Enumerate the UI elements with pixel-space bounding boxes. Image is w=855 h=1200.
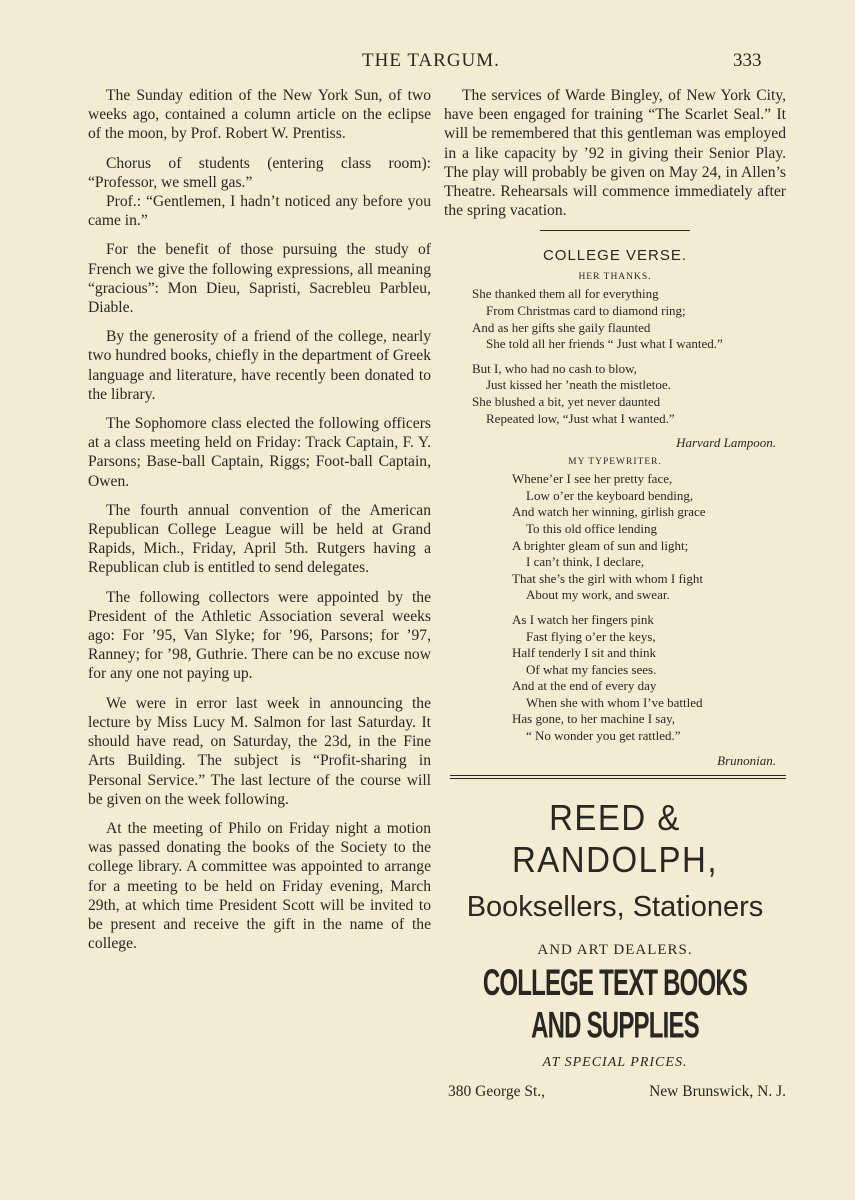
paragraph-prof-reply: Prof.: “Gentlemen, I hadn’t noticed any before you came in.” [88,193,431,230]
ad-prices: AT SPECIAL PRICES. [542,1054,688,1070]
left-column [88,86,431,963]
poem-line: Has gone, to her machine I say, [512,711,676,727]
paragraph-french-expressions: For the benefit of those pursuing the study of French we give the following expressions, all meaning “gracious”: Mon Dieu, Sapristi, Sacrebleu Parbleu, Diable. [88,241,431,317]
poem-stanza [512,471,786,604]
poem-line: Repeated low, “Just what I wanted.” [486,410,675,426]
paragraph-lecture-correction: We were in error last week in announcing the lecture by Miss Lucy M. Salmon for last Saturday. It should have read, on Saturday, the 23d, in the Fine Arts Building. The subject is “Profit-sharing in Personal Service.” The last lecture of the course will be given on the week following. [88,694,431,808]
poem-line: And as her gifts she gaily flaunted [472,319,651,335]
poem-title-my-typewriter: MY TYPEWRITER. [568,457,662,468]
poem-line: About my work, and swear. [526,587,670,603]
poem-line: Of what my fancies sees. [526,661,657,677]
poem-line: Fast flying o’er the keys, [526,628,656,644]
poem-line: “ No wonder you get rattled.” [526,728,681,744]
poem-line: She told all her friends “ Just what I wanted.” [486,336,723,352]
college-verse-heading: COLLEGE VERSE. [542,247,688,265]
paragraph-sophomore-officers: The Sophomore class elected the following officers at a class meeting held on Friday: Track Captain, F. Y. Parsons; Base-ball Captain, Riggs; Foot-ball Captain, Owen. [88,415,431,490]
poem-line: A brighter gleam of sun and light; [512,537,689,553]
poem-line: But I, who had no cash to blow, [472,360,637,376]
paragraph-student-chorus: Chorus of students (entering class room): “Professor, we smell gas.” [88,154,431,191]
poem-stanza [472,361,786,427]
poem-line: As I watch her fingers pink [512,611,654,627]
paragraph-republican-convention: The fourth annual convention of the American Republican College League will be held at Grand Rapids, Mich., Friday, April 5th. Rutgers having a Republican club is entitled to send delegates. [88,501,431,577]
poem-line: Whene’er I see her pretty face, [512,471,673,487]
ad-dealers: AND ART DEALERS. [537,941,693,958]
poem-line: Half tenderly I sit and think [512,645,657,661]
ad-trade: Booksellers, Stationers [466,890,764,923]
bookseller-advertisement [444,796,786,1105]
paragraph-philo-meeting: At the meeting of Philo on Friday night a motion was passed donating the books of the Society to the college library. A committee was appointed to arrange for a meeting to be held on Friday evening, March 29th, at which time President Scott will be invited to be present and receive the gift in the name of the college. [88,819,431,953]
poem-line: From Christmas card to diamond ring; [486,303,686,319]
poem-line: I can’t think, I declare, [526,554,645,570]
ad-city: New Brunswick, N. J. [649,1082,786,1100]
poem-line: That she’s the girl with whom I fight [512,570,704,586]
paragraph-library-donation: By the generosity of a friend of the college, nearly two hundred books, chiefly in the department of Greek language and literature, have recently been donated to the library. [88,328,431,403]
poem-line: When she with whom I’ve battled [526,694,703,710]
poem-line: And watch her winning, girlish grace [512,504,706,520]
poem-source-brunonian: Brunonian. [717,752,776,768]
page-title: THE TARGUM. [362,50,500,71]
ad-street-address: 380 George St., [448,1082,546,1100]
right-column [444,86,786,1105]
ad-address [444,1083,786,1105]
poem-title-her-thanks: HER THANKS. [578,272,652,283]
section-divider [540,230,690,231]
ad-supplies: COLLEGE TEXT BOOKS AND SUPPLIES [482,962,748,1046]
paragraph-eclipse-article: The Sunday edition of the New York Sun, of two weeks ago, contained a column article on the eclipse of the moon, by Prof. Robert W. Prentiss. [88,87,431,143]
poem-stanza [512,612,786,745]
poem-line: She thanked them all for everything [472,286,659,302]
page-number: 333 [733,50,762,71]
poem-source-harvard-lampoon: Harvard Lampoon. [676,435,776,451]
poem-line: And at the end of every day [512,678,657,694]
poem-line: To this old office lending [526,520,657,536]
poem-line: Just kissed her ’neath the mistletoe. [486,377,671,393]
ad-firm-name: REED & RANDOLPH, [511,796,719,880]
poem-line: Low o’er the keyboard bending, [526,487,694,503]
poem-my-typewriter [512,471,786,745]
poem-stanza [472,286,786,352]
paragraph-athletic-collectors: The following collectors were appointed by the President of the Athletic Association several weeks ago: For ’95, Van Slyke; for ’96, Parsons; for ’97, Ranney; for ’98, Guthrie. There can be no excuse now for any one not paying up. [88,588,431,683]
advertisement-divider [450,775,786,779]
poem-line: She blushed a bit, yet never daunted [472,393,661,409]
running-head [0,50,855,74]
paragraph-warde-bingley: The services of Warde Bingley, of New York City, have been engaged for training “The Scarlet Seal.” It will be remembered that this gentleman was employed in a like capacity by ’92 in giving their Senior Play. The play will probably be given on May 24, in Allen’s Theatre. Rehearsals will commence immediately after the spring vacation. [444,87,786,220]
poem-her-thanks [472,286,786,427]
